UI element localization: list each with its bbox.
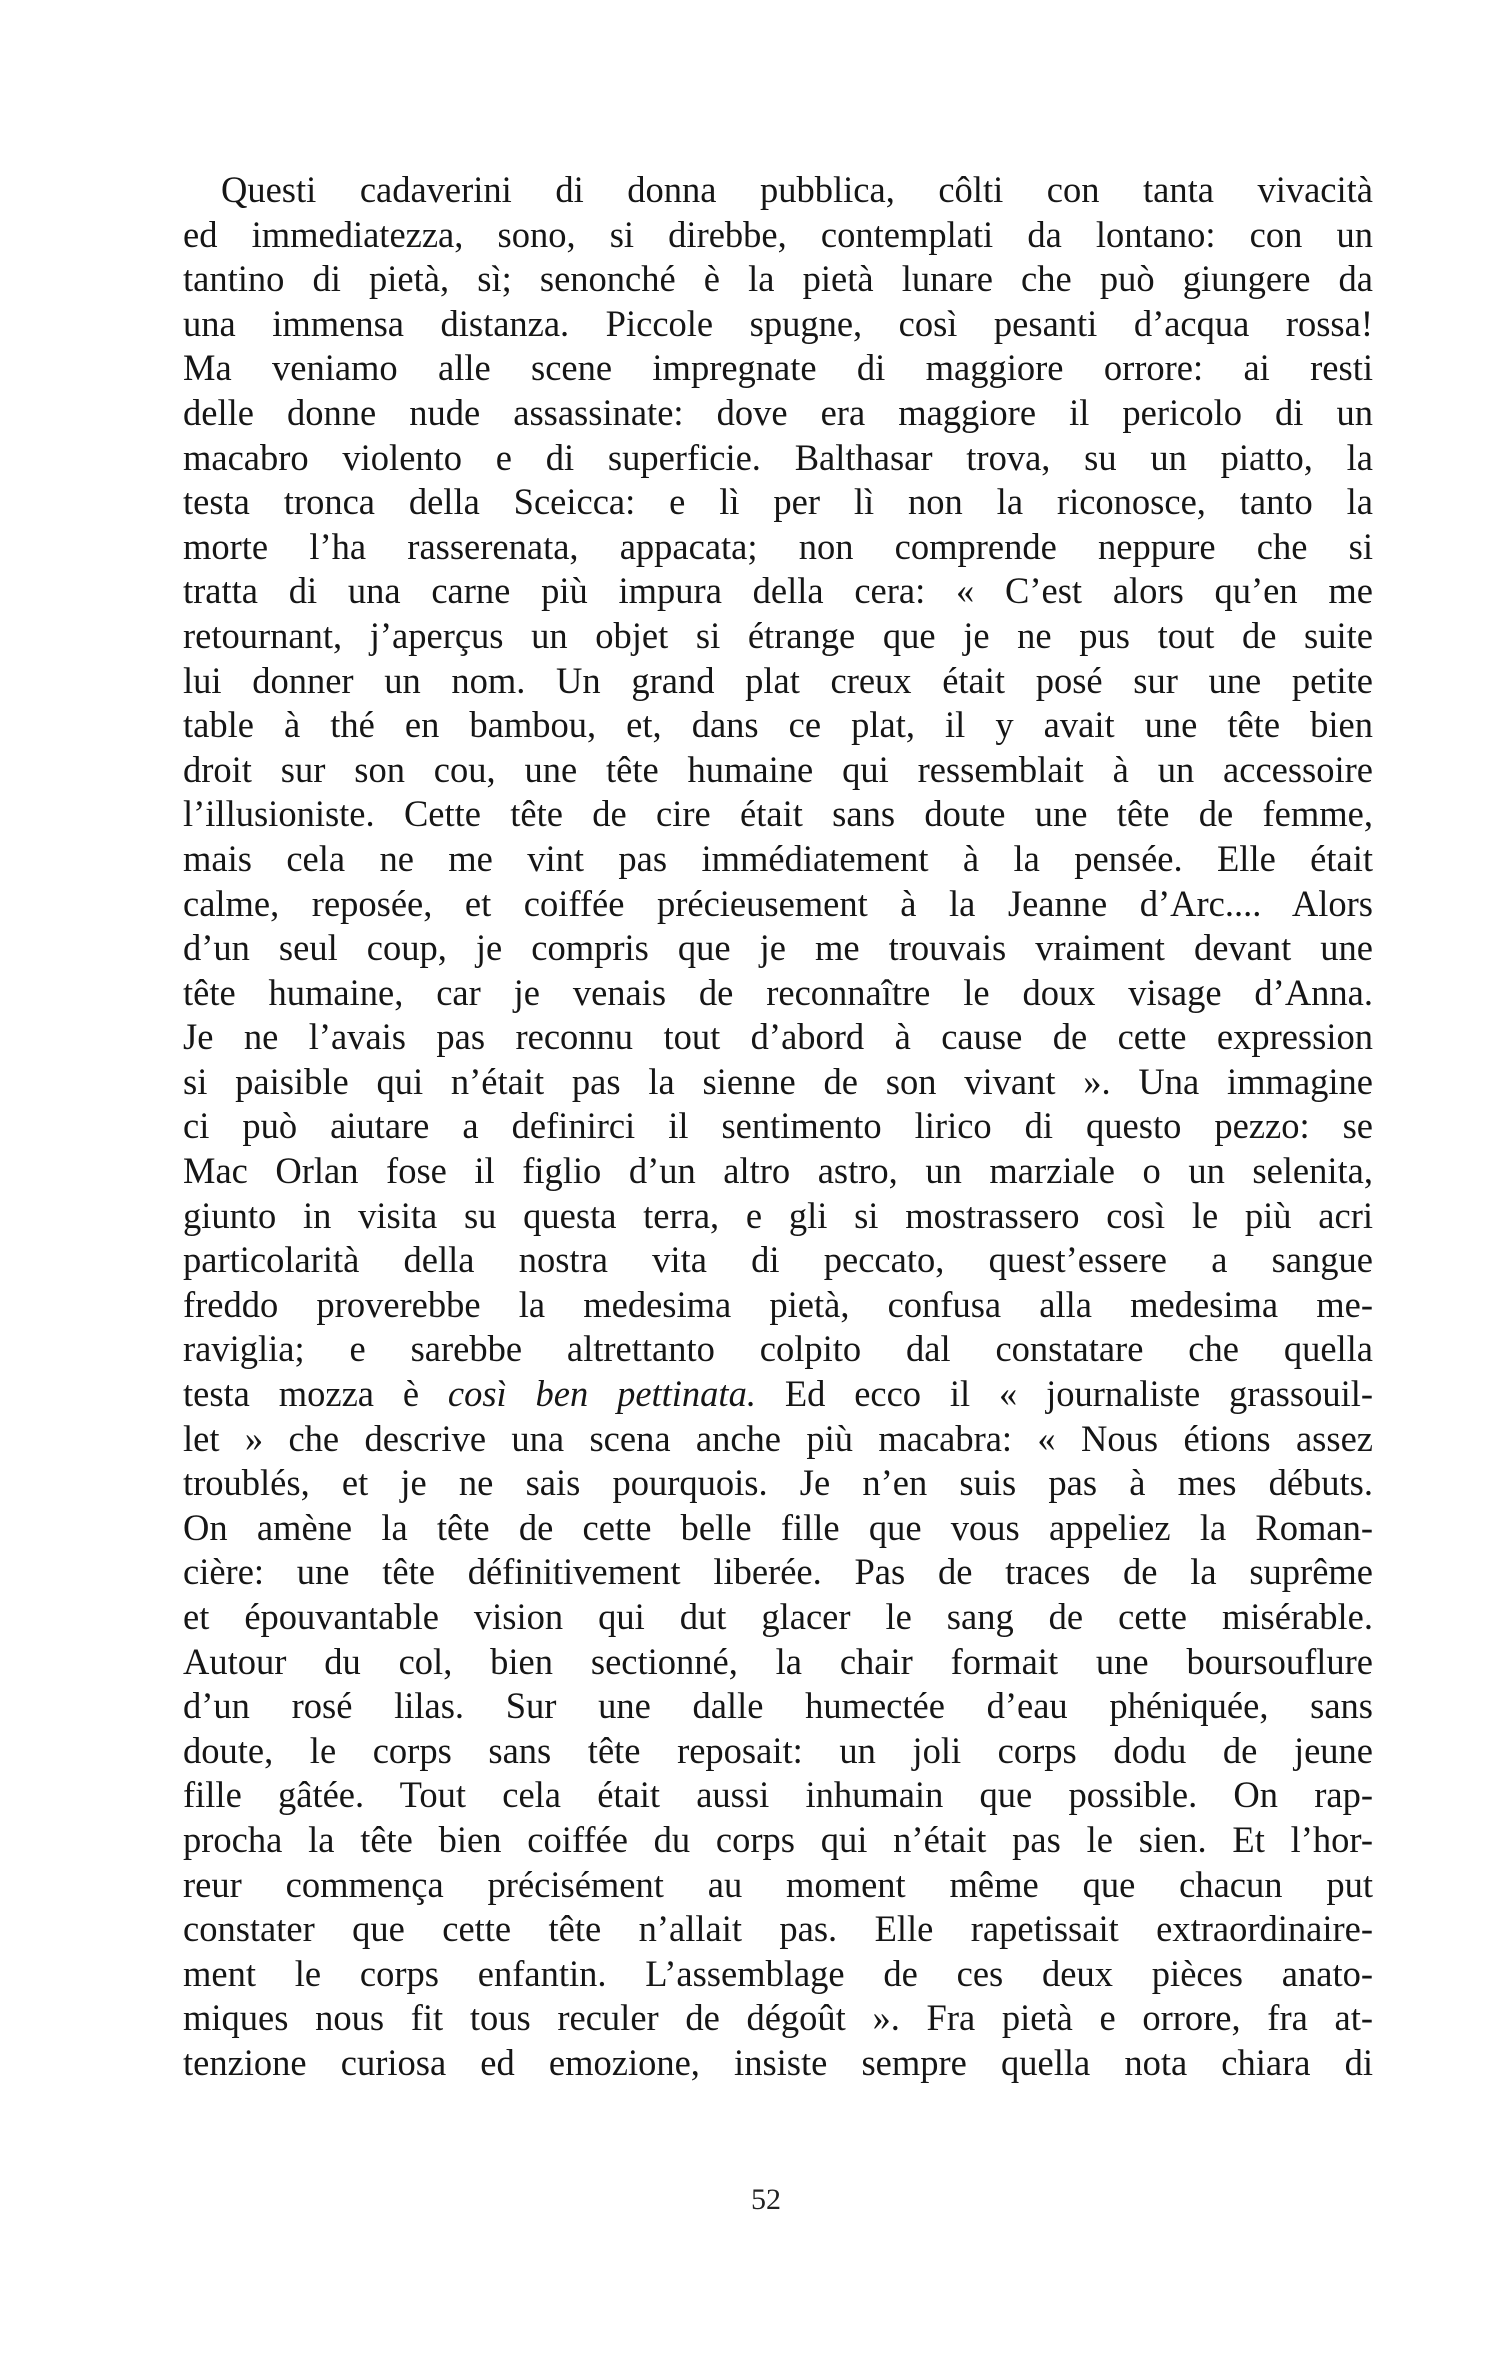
- text-line: fille gâtée. Tout cela était aussi inhumain que possible. On rap-: [183, 1774, 1373, 1816]
- text-line: giunto in visita su questa terra, e gli si mostrassero così le più acri: [183, 1194, 1373, 1236]
- text-segment: Ed ecco il « journaliste grassouil-: [755, 1373, 1373, 1415]
- text-line: retournant, j’aperçus un objet si étrange que je ne pus tout de suite: [183, 614, 1373, 656]
- text-line: miques nous fit tous reculer de dégoût ». Fra pietà e orrore, fra at-: [183, 1997, 1373, 2039]
- text-line: et épouvantable vision qui dut glacer le sang de cette misérable.: [183, 1596, 1373, 1637]
- text-line: delle donne nude assassinate: dove era maggiore il pericolo di un: [183, 391, 1373, 433]
- text-line: mais cela ne me vint pas immédiatement à la pensée. Elle était: [183, 837, 1373, 879]
- italic-phrase: così ben pettinata.: [447, 1373, 756, 1415]
- text-line: Ma veniamo alle scene impregnate di maggiore orrore: ai resti: [183, 347, 1373, 389]
- text-line: calme, reposée, et coiffée précieusement à la Jeanne d’Arc.... Alors: [183, 882, 1373, 924]
- text-line: Questi cadaverini di donna pubblica, côlti con tanta vivacità: [221, 169, 1373, 210]
- text-line: tenzione curiosa ed emozione, insiste sempre quella nota chiara di: [183, 2041, 1373, 2083]
- text-line: ment le corps enfantin. L’assemblage de ces deux pièces anato-: [183, 1952, 1373, 1994]
- text-line: l’illusioniste. Cette tête de cire était sans doute une tête de femme,: [183, 793, 1373, 835]
- text-line: table à thé en bambou, et, dans ce plat, il y avait une tête bien: [183, 704, 1373, 746]
- text-line: Je ne l’avais pas reconnu tout d’abord à cause de cette expression: [183, 1016, 1373, 1058]
- text-line: tratta di una carne più impura della cera: « C’est alors qu’en me: [183, 570, 1373, 612]
- text-line: freddo proverebbe la medesima pietà, confusa alla medesima me-: [183, 1283, 1373, 1325]
- text-line: d’un seul coup, je compris que je me trouvais vraiment devant une: [183, 927, 1373, 969]
- text-line: d’un rosé lilas. Sur une dalle humectée d’eau phéniquée, sans: [183, 1685, 1373, 1727]
- page-number: 52: [751, 2183, 781, 2216]
- text-line: una immensa distanza. Piccole spugne, così pesanti d’acqua rossa!: [183, 302, 1373, 344]
- text-line: Autour du col, bien sectionné, la chair formait une boursouflure: [183, 1640, 1373, 1682]
- text-line: troublés, et je ne sais pourquois. Je n’en suis pas à mes débuts.: [183, 1462, 1373, 1504]
- text-line: si paisible qui n’était pas la sienne de son vivant ». Una immagine: [183, 1060, 1373, 1102]
- text-line: tantino di pietà, sì; senonché è la pietà lunare che può giungere da: [183, 258, 1373, 300]
- text-line: On amène la tête de cette belle fille que vous appeliez la Roman-: [183, 1506, 1373, 1548]
- text-line: cière: une tête définitivement liberée. Pas de traces de la suprême: [183, 1551, 1373, 1593]
- text-line: droit sur son cou, une tête humaine qui ressemblait à un accessoire: [183, 748, 1373, 790]
- text-line: reur commença précisément au moment même que chacun put: [183, 1863, 1373, 1905]
- text-line: let » che descrive una scena anche più macabra: « Nous étions assez: [183, 1417, 1373, 1459]
- text-line: ci può aiutare a definirci il sentimento lirico di questo pezzo: se: [183, 1105, 1373, 1147]
- text-line: particolarità della nostra vita di peccato, quest’essere a sangue: [183, 1239, 1373, 1281]
- text-line-mixed: [183, 1372, 1373, 1417]
- text-line: raviglia; e sarebbe altrettanto colpito dal constatare che quella: [183, 1328, 1373, 1370]
- body-text: [183, 168, 1373, 2086]
- text-line: morte l’ha rasserenata, appacata; non comprende neppure che si: [183, 525, 1373, 567]
- text-segment: testa mozza è: [183, 1373, 448, 1415]
- text-line: testa tronca della Sceicca: e lì per lì non la riconosce, tanto la: [183, 481, 1373, 523]
- text-line: ed immediatezza, sono, si direbbe, contemplati da lontano: con un: [183, 213, 1373, 255]
- text-line: tête humaine, car je venais de reconnaître le doux visage d’Anna.: [183, 971, 1373, 1013]
- text-line: macabro violento e di superficie. Balthasar trova, su un piatto, la: [183, 436, 1373, 478]
- text-line: constater que cette tête n’allait pas. Elle rapetissait extraordinaire-: [183, 1908, 1373, 1950]
- text-line: procha la tête bien coiffée du corps qui n’était pas le sien. Et l’hor-: [183, 1818, 1373, 1860]
- text-line: Mac Orlan fose il figlio d’un altro astro, un marziale o un selenita,: [183, 1150, 1373, 1192]
- text-line: lui donner un nom. Un grand plat creux était posé sur une petite: [183, 659, 1373, 701]
- text-line: doute, le corps sans tête reposait: un joli corps dodu de jeune: [183, 1729, 1373, 1771]
